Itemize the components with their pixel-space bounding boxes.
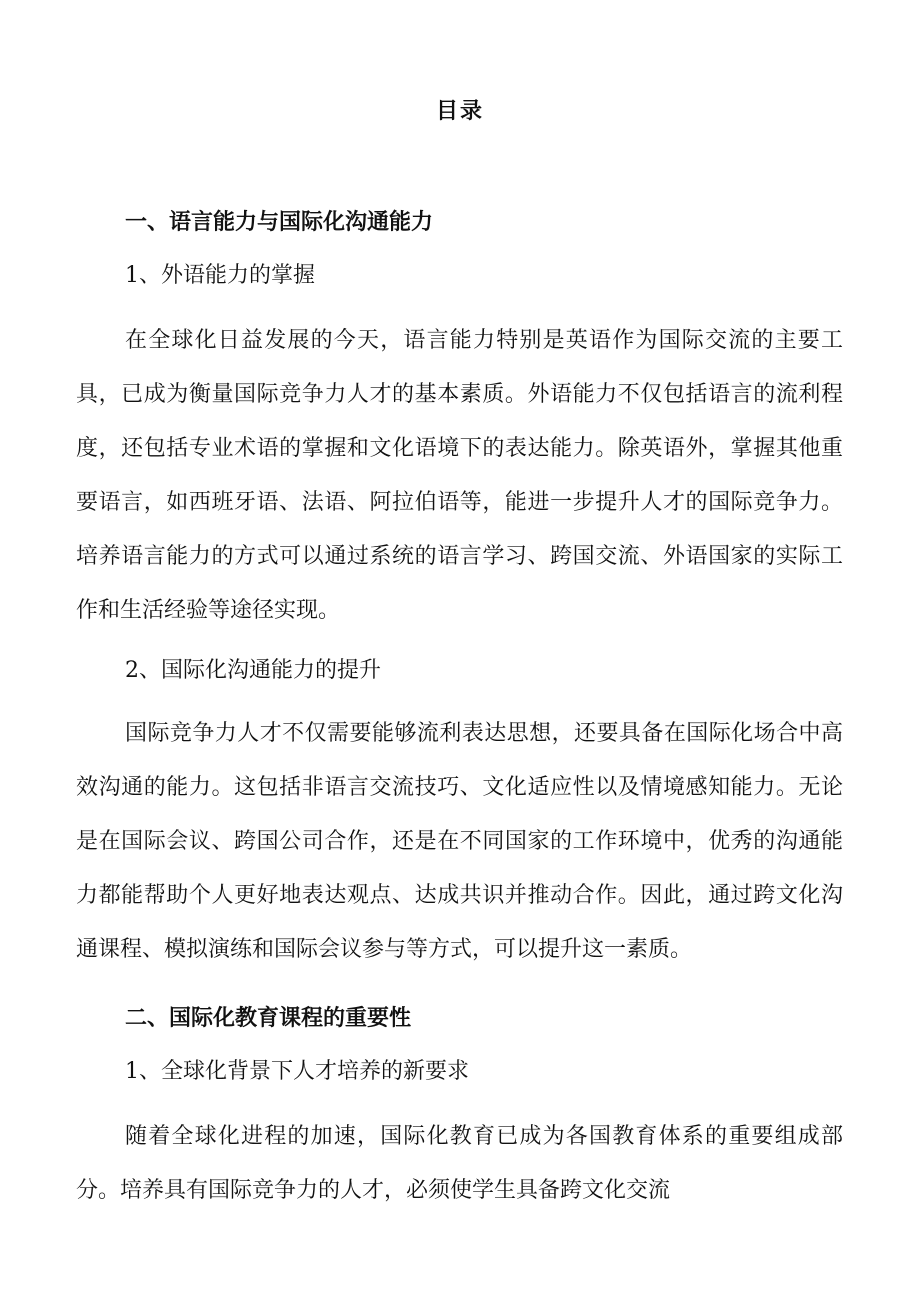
subsection-heading-2-1: 1、全球化背景下人才培养的新要求 [125, 1059, 469, 1084]
subsection-heading-1-2: 2、国际化沟通能力的提升 [125, 658, 381, 683]
paragraph-2-1: 随着全球化进程的加速，国际化教育已成为各国教育体系的重要组成部分。培养具有国际竞争力的人才，必须使学生具备跨文化交流 [76, 1124, 843, 1203]
section-heading-2: 二、国际化教育课程的重要性 [125, 1005, 412, 1031]
subsection-heading-1-1: 1、外语能力的掌握 [125, 263, 315, 288]
paragraph-1-1: 在全球化日益发展的今天，语言能力特别是英语作为国际交流的主要工具，已成为衡量国际竞争力人才的基本素质。外语能力不仅包括语言的流利程度，还包括专业术语的掌握和文化语境下的表达能力。除英语外，掌握其他重要语言，如西班牙语、法语、阿拉伯语等，能进一步提升人才的国际竞争力。培养语言能力的方式可以通过系统的语言学习、跨国交流、外语国家的实际工作和生活经验等途径实现。 [76, 328, 843, 623]
page-title: 目录 [435, 98, 484, 124]
section-heading-1: 一、语言能力与国际化沟通能力 [125, 209, 434, 235]
paragraph-1-2: 国际竞争力人才不仅需要能够流利表达思想，还要具备在国际化场合中高效沟通的能力。这包括非语言交流技巧、文化适应性以及情境感知能力。无论是在国际会议、跨国公司合作，还是在不同国家的工作环境中，优秀的沟通能力都能帮助个人更好地表达观点、达成共识并推动合作。因此，通过跨文化沟通课程、模拟演练和国际会议参与等方式，可以提升这一素质。 [76, 721, 843, 962]
